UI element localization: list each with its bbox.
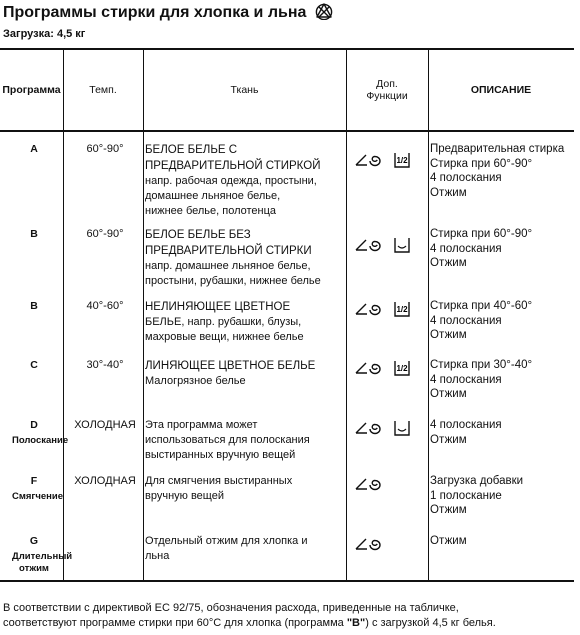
quick-wash-icon xyxy=(355,477,381,491)
program-code: F Смягчение xyxy=(12,475,64,502)
half-load-icon xyxy=(393,360,411,377)
page-title xyxy=(3,2,333,22)
quick-wash-icon xyxy=(355,238,381,252)
quick-wash-icon xyxy=(355,537,381,551)
temperature: ХОЛОДНАЯ xyxy=(74,475,136,487)
header-description: ОПИСАНИЕ xyxy=(470,84,532,96)
program-description: Загрузка добавки 1 полоскание Отжим xyxy=(430,475,524,516)
temperature: 40°-60° xyxy=(86,300,124,312)
fabric-description: ЛИНЯЮЩЕЕ ЦВЕТНОЕ БЕЛЬЕ Малогрязное белье xyxy=(145,360,316,387)
half-load-label: 1/2 xyxy=(396,305,408,314)
program-description: Стирка при 40°-60° 4 полоскания Отжим xyxy=(430,300,533,341)
temperature: 60°-90° xyxy=(86,143,124,155)
temperature: 60°-90° xyxy=(86,228,124,240)
page-title-text: Программы стирки для хлопка и льна xyxy=(3,4,307,21)
footnote: В соответствии с директивой ЕС 92/75, обозначения расхода, приведенные на табличке, соответствуют программе стирки при 60°С для хлопка (программа "B") с загрузкой 4,5 кг белья. xyxy=(3,602,496,629)
half-load-label: 1/2 xyxy=(396,364,408,373)
header-fabric: Ткань xyxy=(230,84,259,96)
half-load-icon xyxy=(393,152,411,169)
program-code: A xyxy=(30,143,38,155)
program-name: Смягчение xyxy=(12,491,64,502)
program-description: Отжим xyxy=(430,535,467,547)
quick-wash-icon xyxy=(355,302,381,316)
program-description: Стирка при 30°-40° 4 полоскания Отжим xyxy=(430,359,533,400)
program-description: Стирка при 60°-90° 4 полоскания Отжим xyxy=(430,228,533,269)
program-description: 4 полоскания Отжим xyxy=(430,419,502,446)
program-code: C xyxy=(30,359,38,371)
program-code: B xyxy=(30,300,38,312)
fabric-description: БЕЛОЕ БЕЛЬЕ С ПРЕДВАРИТЕЛЬНОЙ СТИРКОЙ напр. рабочая одежда, простыни, домашнее льняное белье, нижнее белье, полотенца xyxy=(145,144,321,217)
half-load-label: 1/2 xyxy=(396,156,408,165)
fabric-description: Отдельный отжим для хлопка и льна xyxy=(145,535,308,562)
no-chlorine-bleach-icon xyxy=(315,2,333,20)
fabric-description: Для смягчения выстиранных вручную вещей xyxy=(145,475,293,502)
quick-wash-icon xyxy=(355,361,381,375)
program-code: D Полоскание xyxy=(12,419,69,446)
fabric-description: БЕЛОЕ БЕЛЬЕ БЕЗ ПРЕДВАРИТЕЛЬНОЙ СТИРКИ напр. домашнее льняное белье, простыни, рубашки, нижнее белье xyxy=(145,229,321,287)
program-name: Полоскание xyxy=(12,435,69,446)
program-code: G Длительный отжим xyxy=(12,535,73,574)
temperature: 30°-40° xyxy=(86,359,124,371)
header-options: Доп. Функции xyxy=(366,78,408,102)
quick-wash-icon xyxy=(355,153,381,167)
half-load-icon xyxy=(393,301,411,318)
rinse-hold-icon xyxy=(393,420,411,437)
program-description: Предварительная стирка Стирка при 60°-90° 4 полоскания Отжим xyxy=(430,143,565,199)
quick-wash-icon xyxy=(355,421,381,435)
rinse-hold-icon xyxy=(393,237,411,254)
program-code: B xyxy=(30,228,38,240)
fabric-description: НЕЛИНЯЮЩЕЕ ЦВЕТНОЕ БЕЛЬЕ, напр. рубашки, блузы, махровые вещи, нижнее белье xyxy=(145,301,304,343)
programs-table xyxy=(0,48,574,582)
program-name: Длительный отжим xyxy=(12,551,73,574)
fabric-description: Эта программа может использоваться для полоскания выстиранных вручную вещей xyxy=(145,419,310,461)
header-temp: Темп. xyxy=(89,84,117,96)
load-capacity: Загрузка: 4,5 кг xyxy=(3,28,86,40)
header-program: Программа xyxy=(2,84,61,96)
temperature: ХОЛОДНАЯ xyxy=(74,419,136,431)
